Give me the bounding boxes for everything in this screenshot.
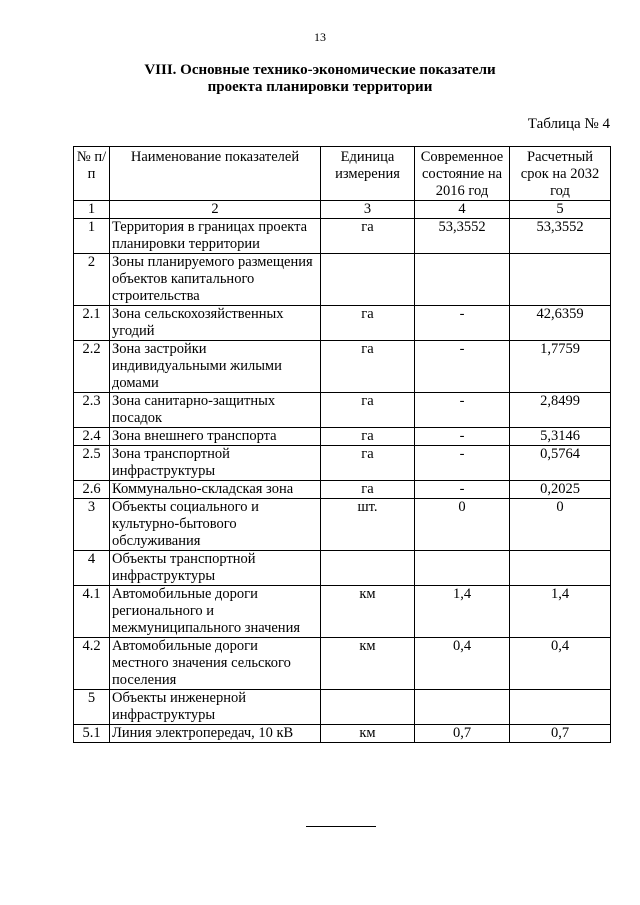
unit-cell: га xyxy=(321,219,415,254)
column-index: 1 xyxy=(74,201,110,219)
table-row xyxy=(74,254,611,306)
current-value xyxy=(415,254,510,306)
document-heading xyxy=(0,62,640,96)
table-row xyxy=(74,638,611,690)
indicator-name: Зона санитарно-защитных посадок xyxy=(110,393,321,428)
indicator-name: Объекты инженерной инфраструктуры xyxy=(110,690,321,725)
row-number: 4 xyxy=(74,551,110,586)
planned-value: 2,8499 xyxy=(510,393,611,428)
page-number: 13 xyxy=(314,30,326,44)
row-number: 2.6 xyxy=(74,481,110,499)
row-number: 5.1 xyxy=(74,725,110,743)
indicator-name: Автомобильные дороги регионального и межмуниципального значения xyxy=(110,586,321,638)
current-value: 1,4 xyxy=(415,586,510,638)
table-row xyxy=(74,428,611,446)
unit-cell xyxy=(321,254,415,306)
table-row xyxy=(74,551,611,586)
table-row xyxy=(74,341,611,393)
header-current: Современное состояние на 2016 год xyxy=(415,147,510,201)
unit-cell xyxy=(321,690,415,725)
planned-value: 5,3146 xyxy=(510,428,611,446)
current-value xyxy=(415,551,510,586)
row-number: 2.4 xyxy=(74,428,110,446)
column-index: 5 xyxy=(510,201,611,219)
planned-value: 0,5764 xyxy=(510,446,611,481)
unit-cell: га xyxy=(321,306,415,341)
column-index: 3 xyxy=(321,201,415,219)
table-row xyxy=(74,446,611,481)
indicator-name: Объекты транспортной инфраструктуры xyxy=(110,551,321,586)
row-number: 3 xyxy=(74,499,110,551)
planned-value xyxy=(510,551,611,586)
unit-cell: га xyxy=(321,481,415,499)
row-number: 5 xyxy=(74,690,110,725)
current-value: 0,4 xyxy=(415,638,510,690)
row-number: 2 xyxy=(74,254,110,306)
indicator-name: Зона транспортной инфраструктуры xyxy=(110,446,321,481)
table-row xyxy=(74,219,611,254)
unit-cell xyxy=(321,551,415,586)
row-number: 4.2 xyxy=(74,638,110,690)
planned-value: 42,6359 xyxy=(510,306,611,341)
unit-cell: км xyxy=(321,586,415,638)
unit-cell: км xyxy=(321,638,415,690)
table-row xyxy=(74,393,611,428)
current-value: 0 xyxy=(415,499,510,551)
current-value: - xyxy=(415,341,510,393)
column-index: 2 xyxy=(110,201,321,219)
indicator-name: Объекты социального и культурно-бытового обслуживания xyxy=(110,499,321,551)
table-caption: Таблица № 4 xyxy=(527,116,610,132)
current-value xyxy=(415,690,510,725)
row-number: 1 xyxy=(74,219,110,254)
current-value: - xyxy=(415,428,510,446)
current-value: - xyxy=(415,481,510,499)
row-number: 2.1 xyxy=(74,306,110,341)
planned-value: 1,7759 xyxy=(510,341,611,393)
indicator-name: Автомобильные дороги местного значения сельского поселения xyxy=(110,638,321,690)
indicator-name: Зона сельскохозяйственных угодий xyxy=(110,306,321,341)
indicator-name: Зона застройки индивидуальными жилыми домами xyxy=(110,341,321,393)
planned-value: 0,4 xyxy=(510,638,611,690)
planned-value: 0,7 xyxy=(510,725,611,743)
planned-value xyxy=(510,690,611,725)
planned-value: 0,2025 xyxy=(510,481,611,499)
indicator-name: Зоны планируемого размещения объектов капитального строительства xyxy=(110,254,321,306)
row-number: 2.3 xyxy=(74,393,110,428)
current-value: - xyxy=(415,446,510,481)
indicators-table xyxy=(73,146,611,743)
heading-line-1: VIII. Основные технико-экономические показатели xyxy=(144,62,496,78)
current-value: 0,7 xyxy=(415,725,510,743)
row-number: 2.2 xyxy=(74,341,110,393)
row-number: 2.5 xyxy=(74,446,110,481)
unit-cell: га xyxy=(321,341,415,393)
unit-cell: га xyxy=(321,446,415,481)
column-index: 4 xyxy=(415,201,510,219)
indicator-name: Территория в границах проекта планировки территории xyxy=(110,219,321,254)
unit-cell: га xyxy=(321,393,415,428)
table-row xyxy=(74,481,611,499)
header-name: Наименование показателей xyxy=(110,147,321,201)
footer-rule xyxy=(306,826,376,827)
indicator-name: Коммунально-складская зона xyxy=(110,481,321,499)
indicator-name: Зона внешнего транспорта xyxy=(110,428,321,446)
header-planned: Расчетный срок на 2032 год xyxy=(510,147,611,201)
unit-cell: шт. xyxy=(321,499,415,551)
current-value: - xyxy=(415,306,510,341)
planned-value xyxy=(510,254,611,306)
row-number: 4.1 xyxy=(74,586,110,638)
table-row xyxy=(74,499,611,551)
table-header-row xyxy=(74,147,611,201)
table-row xyxy=(74,690,611,725)
planned-value: 1,4 xyxy=(510,586,611,638)
table-row xyxy=(74,306,611,341)
heading-line-2: проекта планировки территории xyxy=(207,79,433,95)
unit-cell: га xyxy=(321,428,415,446)
current-value: - xyxy=(415,393,510,428)
current-value: 53,3552 xyxy=(415,219,510,254)
header-num: № п/п xyxy=(74,147,110,201)
table-row xyxy=(74,725,611,743)
header-unit: Единица измерения xyxy=(321,147,415,201)
unit-cell: км xyxy=(321,725,415,743)
indicator-name: Линия электропередач, 10 кВ xyxy=(110,725,321,743)
planned-value: 53,3552 xyxy=(510,219,611,254)
column-index-row xyxy=(74,201,611,219)
table-row xyxy=(74,586,611,638)
planned-value: 0 xyxy=(510,499,611,551)
